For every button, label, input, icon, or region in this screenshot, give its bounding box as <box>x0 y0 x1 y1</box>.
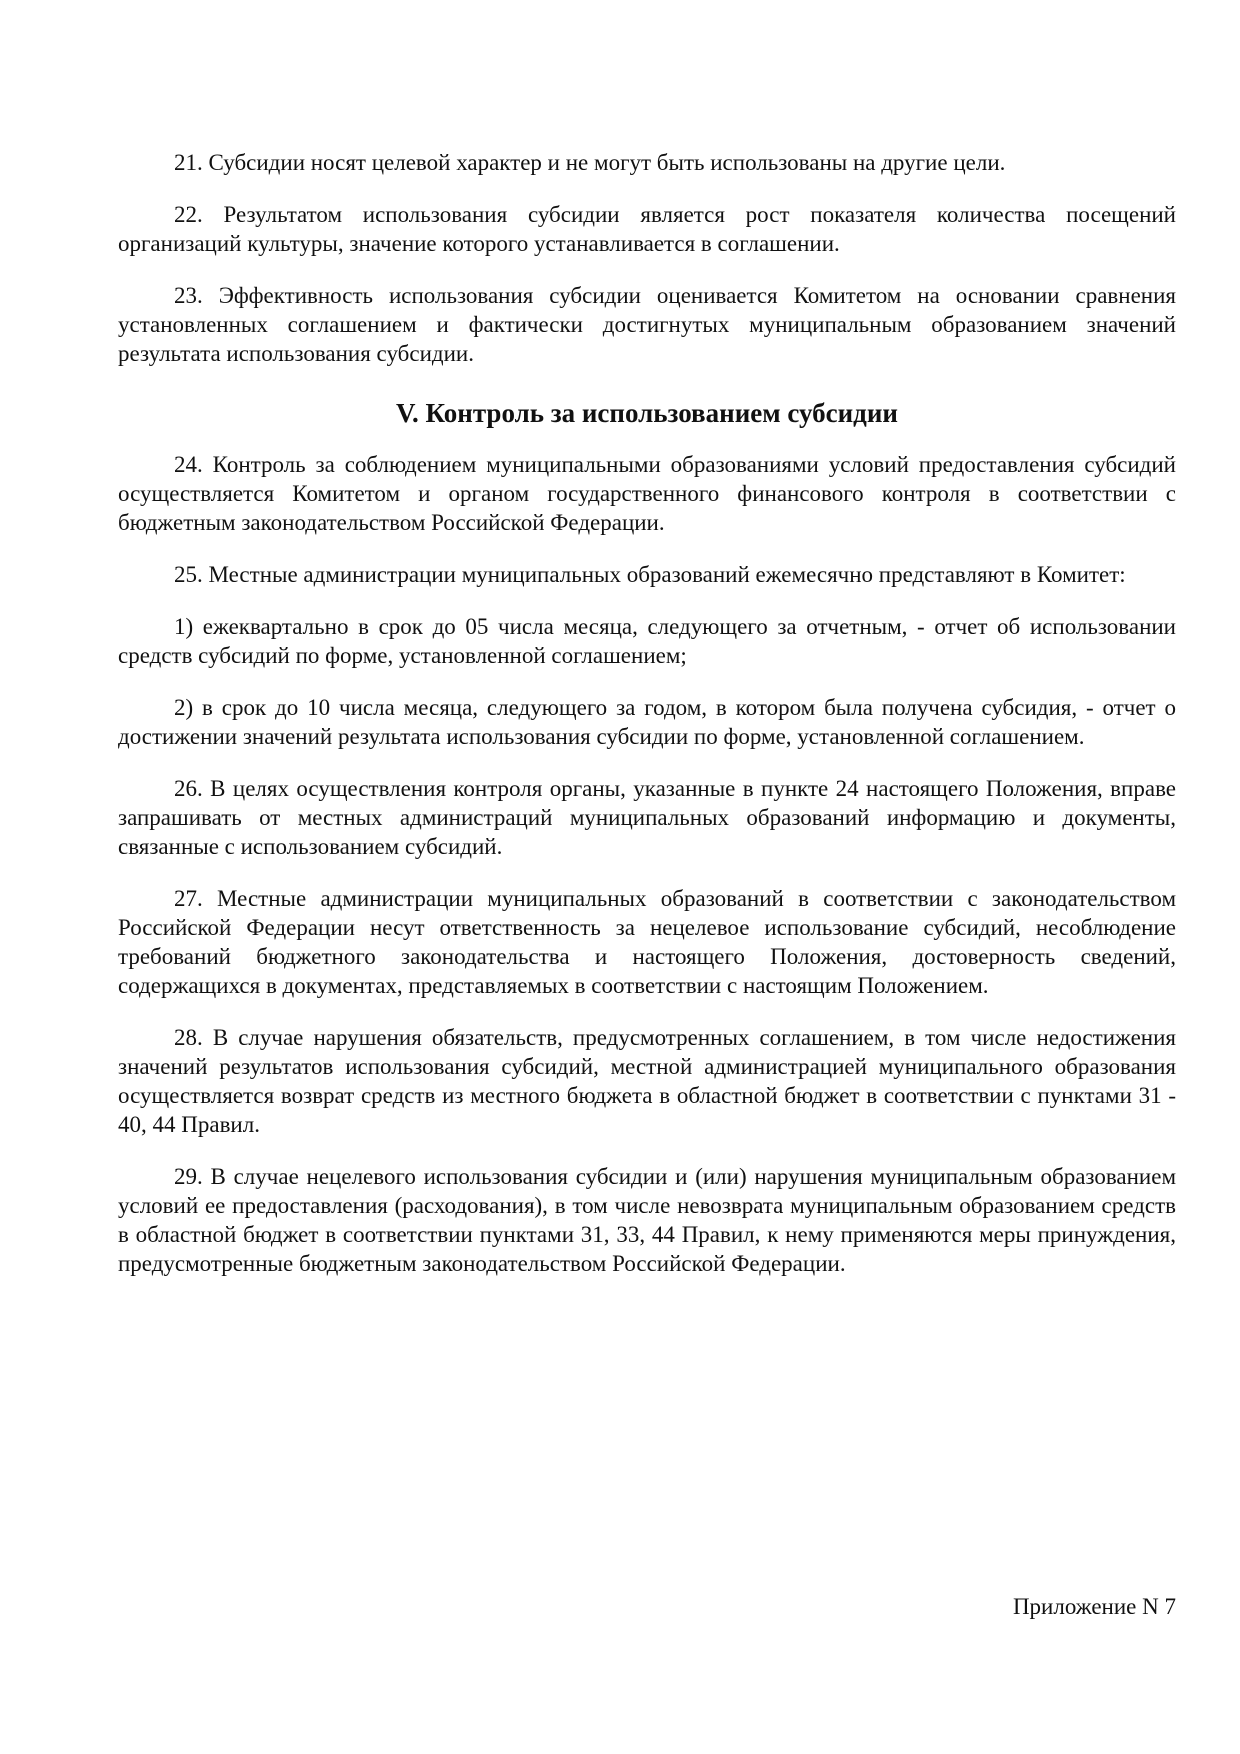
section-heading: V. Контроль за использованием субсидии <box>396 398 898 428</box>
paragraph-25-item-1: 1) ежеквартально в срок до 05 числа месяца, следующего за отчетным, - отчет об использовании средств субсидий по форме, установленной соглашением; <box>118 614 1176 668</box>
paragraph-24: 24. Контроль за соблюдением муниципальными образованиями условий предоставления субсидий осуществляется Комитетом и органом государственного финансового контроля в соответствии с бюджетным законодательством Российской Федерации. <box>118 452 1176 535</box>
paragraph-29: 29. В случае нецелевого использования субсидии и (или) нарушения муниципальным образованием условий ее предоставления (расходования), в том числе невозврата муниципальным образованием средств в областной бюджет в соответствии пунктами 31, 33, 44 Правил, к нему применяются меры принуждения, предусмотренные бюджетным законодательством Российской Федерации. <box>118 1164 1176 1276</box>
document-page <box>118 148 1176 1278</box>
paragraph-21: 21. Субсидии носят целевой характер и не могут быть использованы на другие цели. <box>174 150 1006 175</box>
paragraph-22: 22. Результатом использования субсидии является рост показателя количества посещений организаций культуры, значение которого устанавливается в соглашении. <box>118 202 1176 256</box>
paragraph-23: 23. Эффективность использования субсидии оценивается Комитетом на основании сравнения установленных соглашением и фактически достигнутых муниципальным образованием значений результата использования субсидии. <box>118 283 1176 366</box>
paragraph-25-item-2: 2) в срок до 10 числа месяца, следующего за годом, в котором была получена субсидия, - отчет о достижении значений результата использования субсидии по форме, установленной соглашением. <box>118 695 1176 749</box>
appendix-label: Приложение N 7 <box>1012 1594 1176 1619</box>
paragraph-25: 25. Местные администрации муниципальных образований ежемесячно представляют в Комитет: <box>174 562 1126 587</box>
paragraph-26: 26. В целях осуществления контроля органы, указанные в пункте 24 настоящего Положения, вправе запрашивать от местных администраций муниципальных образований информацию и документы, связанные с использованием субсидий. <box>118 776 1176 859</box>
paragraph-28: 28. В случае нарушения обязательств, предусмотренных соглашением, в том числе недостижения значений результатов использования субсидий, местной администрацией муниципального образования осуществляется возврат средств из местного бюджета в областной бюджет в соответствии с пунктами 31 - 40, 44 Правил. <box>118 1025 1176 1137</box>
paragraph-27: 27. Местные администрации муниципальных образований в соответствии с законодательством Российской Федерации несут ответственность за нецелевое использование субсидий, несоблюдение требований бюджетного законодательства и настоящего Положения, достоверность сведений, содержащихся в документах, представляемых в соответствии с настоящим Положением. <box>118 886 1176 998</box>
